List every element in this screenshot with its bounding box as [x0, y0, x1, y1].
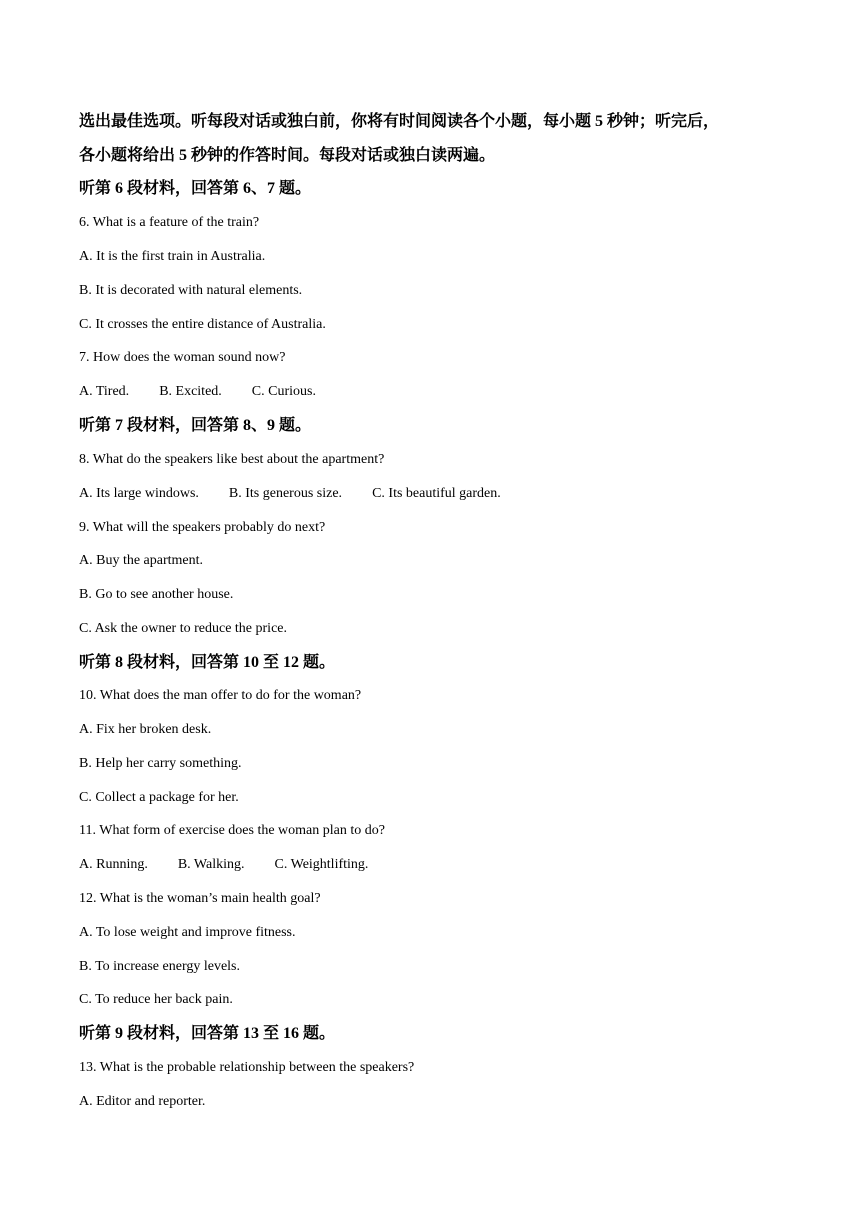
answer-option: A. Its large windows.	[79, 486, 199, 501]
answer-option: C. Curious.	[251, 384, 316, 399]
answer-option: C. It crosses the entire distance of Australia.	[79, 317, 326, 332]
answer-option: B. Go to see another house.	[79, 587, 234, 602]
options-row	[79, 383, 316, 401]
answer-option: C. Ask the owner to reduce the price.	[79, 621, 287, 636]
answer-option: B. Excited.	[159, 384, 222, 399]
question-stem: 6. What is a feature of the train?	[79, 215, 260, 230]
instructions-line-2: 各小题将给出 5 秒钟的作答时间。每段对话或独白读两遍。	[79, 147, 496, 164]
answer-option: A. Running.	[79, 857, 148, 872]
options-row	[79, 856, 368, 874]
answer-option: C. Collect a package for her.	[79, 790, 239, 805]
question-stem: 7. How does the woman sound now?	[79, 350, 286, 365]
answer-option: C. Its beautiful garden.	[372, 486, 501, 501]
section-heading: 听第 7 段材料，回答第 8、9 题。	[79, 417, 312, 434]
question-stem: 12. What is the woman’s main health goal?	[79, 891, 321, 906]
answer-option: A. Buy the apartment.	[79, 553, 204, 568]
question-stem: 11. What form of exercise does the woman plan to do?	[79, 823, 385, 838]
question-stem: 9. What will the speakers probably do next?	[79, 520, 326, 535]
options-row	[79, 485, 501, 503]
answer-option: B. To increase energy levels.	[79, 959, 241, 974]
instructions-line-1: 选出最佳选项。听每段对话或独白前，你将有时间阅读各个小题，每小题 5 秒钟；听完后，	[79, 113, 720, 130]
question-stem: 13. What is the probable relationship between the speakers?	[79, 1060, 415, 1075]
answer-option: A. Editor and reporter.	[79, 1094, 206, 1109]
section-heading: 听第 9 段材料，回答第 13 至 16 题。	[79, 1025, 336, 1042]
answer-option: C. Weightlifting.	[274, 857, 369, 872]
section-heading: 听第 6 段材料，回答第 6、7 题。	[79, 180, 312, 197]
answer-option: A. Tired.	[79, 384, 130, 399]
answer-option: A. It is the first train in Australia.	[79, 249, 266, 264]
answer-option: B. Help her carry something.	[79, 756, 242, 771]
answer-option: B. It is decorated with natural elements.	[79, 283, 303, 298]
answer-option: A. Fix her broken desk.	[79, 722, 212, 737]
answer-option: C. To reduce her back pain.	[79, 992, 233, 1007]
answer-option: B. Its generous size.	[228, 486, 343, 501]
question-stem: 8. What do the speakers like best about the apartment?	[79, 452, 385, 467]
question-stem: 10. What does the man offer to do for the woman?	[79, 688, 362, 703]
answer-option: A. To lose weight and improve fitness.	[79, 925, 296, 940]
section-heading: 听第 8 段材料，回答第 10 至 12 题。	[79, 654, 336, 671]
answer-option: B. Walking.	[177, 857, 245, 872]
